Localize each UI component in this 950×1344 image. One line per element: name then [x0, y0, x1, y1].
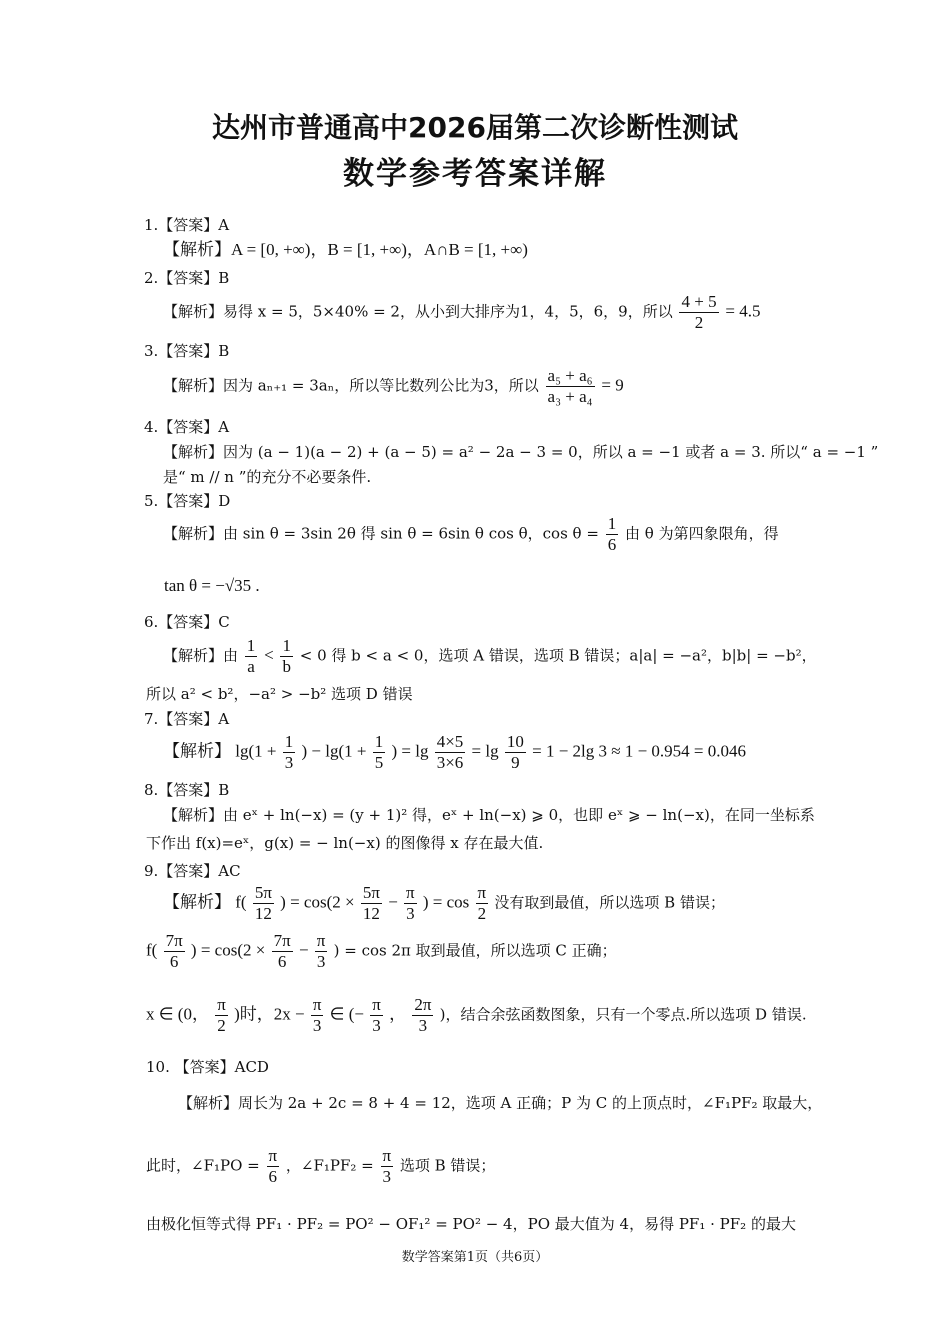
q2-answer: 2.【答案】B: [144, 269, 230, 287]
q6-f1-num: 1: [246, 636, 256, 655]
q10-answer: 10. 【答案】ACD: [146, 1058, 269, 1076]
q7-f1-den: 3: [284, 753, 294, 772]
q5-answer: 5.【答案】D: [144, 492, 231, 510]
q2-result: = 4.5: [725, 301, 761, 321]
q6-explanation-line2: 所以 a² < b²，−a² > −b² 选项 D 错误: [146, 685, 413, 703]
q9c-f3-den: 3: [372, 1016, 381, 1035]
q6-fraction-2: [280, 636, 293, 677]
q4-explanation-line1: 【解析】因为 (a − 1)(a − 2) + (a − 5) = a² − 2a − 3 = 0，所以 a = −1 或者 a = 3. 所以“ a = −1 ”: [163, 443, 879, 461]
q10-fraction-1: [267, 1146, 280, 1187]
q9-explanation-line2: [146, 931, 617, 972]
q9c-mid-2: ∈ (−: [329, 1004, 364, 1024]
q7-answer: 7.【答案】A: [144, 710, 230, 728]
q9-fraction-1: [253, 883, 274, 924]
q6-answer: 6.【答案】C: [144, 613, 230, 631]
q7-result: = 1 − 2lg 3 ≈ 1 − 0.954 = 0.046: [532, 741, 747, 761]
q4-answer: 4.【答案】A: [144, 418, 230, 436]
q9b-mid-1: ) = cos(2 ×: [190, 940, 266, 960]
q6-lt: <: [264, 645, 274, 665]
q9c-mid-1: )时，2x −: [234, 1004, 305, 1024]
q9c-f1-num: π: [217, 995, 226, 1014]
q9-mid-1: ) = cos(2 ×: [280, 892, 355, 912]
q9-explanation-line3: [146, 995, 807, 1036]
q9b-fraction-3: [315, 931, 328, 972]
q9-mid-3: ) = cos: [422, 892, 470, 912]
q1-explanation: 【解析】A = [0, +∞)，B = [1, +∞)，A∩B = [1, +∞): [163, 240, 528, 259]
q7-fraction-1: [283, 732, 296, 773]
q10-f1-num: π: [268, 1146, 278, 1165]
q7-explanation: [163, 732, 746, 773]
q6-fraction-1: [245, 636, 258, 677]
q4-explanation-line2: 是“ m // n ”的充分不必要条件.: [163, 468, 372, 486]
q2-exp-text: 【解析】易得 x = 5，5×40% = 2，从小到大排序为1，4，5，6，9，所以: [163, 302, 673, 321]
q7-exp-pre: 【解析】 lg(1 +: [163, 741, 277, 761]
q7-f3-num: 4×5: [436, 732, 464, 751]
q2-frac-num: 4 + 5: [681, 292, 717, 311]
q9-exp-pre: 【解析】 f(: [163, 892, 247, 912]
q2-frac-den: 2: [694, 313, 704, 332]
q10-explanation-line1: 【解析】周长为 2a + 2c = 8 + 4 = 12，选项 A 正确；P 为 C 的上顶点时，∠F₁PF₂ 取最大，: [178, 1094, 823, 1112]
q5-fraction: [606, 514, 619, 555]
q9-f3-num: π: [406, 883, 415, 902]
q3-frac-den: a₃ + a₄: [547, 387, 593, 406]
q10-exp-pre: 此时，∠F₁PO =: [146, 1156, 260, 1175]
q9-mid-2: −: [388, 892, 398, 912]
q5-explanation-line2: tan θ = −√35 .: [164, 576, 260, 595]
q6-f1-den: a: [247, 657, 255, 676]
q6-exp-pre: 【解析】由: [163, 646, 239, 665]
q3-exp-text: 【解析】因为 aₙ₊₁ = 3aₙ，所以等比数列公比为3，所以: [163, 376, 539, 395]
q3-explanation: [163, 366, 624, 407]
q9b-f1-den: 6: [169, 952, 179, 971]
q7-fraction-2: [373, 732, 386, 773]
q9-f2-num: 5π: [362, 883, 380, 902]
q3-frac-num: a₅ + a₆: [547, 366, 593, 385]
q7-f4-den: 9: [511, 753, 520, 772]
q3-result: = 9: [601, 375, 624, 395]
q10-f2-den: 3: [382, 1167, 392, 1186]
q9c-f1-den: 2: [217, 1016, 226, 1035]
q9c-fraction-3: [370, 995, 383, 1036]
q9c-fraction-1: [215, 995, 228, 1036]
q9-fraction-4: [476, 883, 489, 924]
q9b-f3-num: π: [316, 931, 326, 950]
q9b-f2-den: 6: [277, 952, 287, 971]
q6-exp-post: < 0 得 b < a < 0，选项 A 错误，选项 B 错误；a|a| = −a²，b|b| = −b²，: [299, 646, 817, 665]
q5-explanation-line1: [163, 514, 779, 555]
q9b-f2-num: 7π: [273, 931, 291, 950]
document-subtitle: 数学参考答案详解: [343, 156, 607, 192]
q9-post: 没有取到最值，所以选项 B 错误；: [494, 893, 725, 912]
q10-exp-post: 选项 B 错误；: [399, 1156, 496, 1175]
q9b-fraction-1: [164, 931, 185, 972]
q7-f1-num: 1: [284, 732, 294, 751]
q9b-mid-2: −: [298, 940, 309, 960]
q9-fraction-3: [404, 883, 417, 924]
page-footer: 数学答案第1页（共6页）: [401, 1250, 549, 1265]
q9c-mid-3: ，: [389, 1004, 407, 1024]
q10-f1-den: 6: [268, 1167, 278, 1186]
q9-f1-num: 5π: [254, 883, 272, 902]
q9c-f2-num: π: [312, 995, 322, 1014]
document-title: 达州市普通高中2026届第二次诊断性测试: [212, 111, 738, 144]
q9c-pre: x ∈ (0，: [146, 1004, 209, 1024]
q8-explanation-line1: 【解析】由 eˣ + ln(−x) = (y + 1)² 得，eˣ + ln(−x) ⩾ 0，也即 eˣ ⩾ − ln(−x)，在同一坐标系: [163, 806, 815, 824]
q7-f2-den: 5: [374, 753, 384, 772]
q7-mid-2: ) = lg: [391, 741, 429, 761]
q1-answer: 1.【答案】A: [144, 216, 230, 234]
q9b-fraction-2: [272, 931, 293, 972]
q10-exp-mid: ，∠F₁PF₂ =: [285, 1156, 374, 1175]
q9-answer: 9.【答案】AC: [144, 862, 241, 880]
q9-f2-den: 12: [362, 904, 380, 923]
q5-exp-text: 【解析】由 sin θ = 3sin 2θ 得 sin θ = 6sin θ cos θ，cos θ =: [163, 524, 599, 543]
q9c-f2-den: 3: [312, 1016, 322, 1035]
q7-mid-1: ) − lg(1 +: [301, 741, 367, 761]
q5-exp-text-2: 由 θ 为第四象限角，得: [625, 524, 779, 543]
q9-explanation-line1: [163, 883, 725, 924]
q10-fraction-2: [381, 1146, 394, 1187]
q3-answer: 3.【答案】B: [144, 342, 230, 360]
q7-f2-num: 1: [374, 732, 384, 751]
q7-f4-num: 10: [506, 732, 524, 751]
q9c-fraction-2: [311, 995, 324, 1036]
q7-fraction-4: [505, 732, 526, 773]
q9c-f4-num: 2π: [414, 995, 432, 1014]
q5-frac-den: 6: [607, 535, 617, 554]
q9b-post: ) = cos 2π 取到最值，所以选项 C 正确；: [333, 941, 617, 960]
q10-f2-num: π: [382, 1146, 392, 1165]
q5-frac-num: 1: [607, 514, 617, 533]
q9-f3-den: 3: [406, 904, 415, 923]
q9-f4-den: 2: [477, 904, 487, 923]
q2-explanation: [163, 292, 760, 333]
q9b-pre: f(: [146, 940, 158, 960]
q7-f3-den: 3×6: [436, 753, 464, 772]
q9c-f3-num: π: [372, 995, 381, 1014]
q9c-f4-den: 3: [418, 1016, 428, 1035]
q7-mid-3: = lg: [471, 741, 499, 761]
q7-fraction-3: [435, 732, 466, 773]
q2-fraction: [679, 292, 718, 333]
q9-fraction-2: [361, 883, 382, 924]
q9c-fraction-4: [412, 995, 433, 1036]
q8-explanation-line2: 下作出 f(x)=eˣ，g(x) = − ln(−x) 的图像得 x 存在最大值.: [146, 834, 544, 852]
q9-f4-num: π: [477, 883, 487, 902]
q10-explanation-line2: [146, 1146, 495, 1187]
q9b-f3-den: 3: [316, 952, 326, 971]
q6-explanation-line1: [163, 636, 817, 677]
q3-fraction: [546, 366, 595, 407]
q9-f1-den: 12: [254, 904, 272, 923]
q10-explanation-line3: 由极化恒等式得 PF₁ · PF₂ = PO² − OF₁² = PO² − 4，PO 最大值为 4，易得 PF₁ · PF₂ 的最大: [146, 1215, 796, 1233]
q6-f2-den: b: [282, 657, 291, 676]
q9c-post: )，结合余弦函数图象，只有一个零点.所以选项 D 错误.: [439, 1005, 807, 1024]
q9b-f1-num: 7π: [165, 931, 183, 950]
q8-answer: 8.【答案】B: [144, 781, 230, 799]
q6-f2-num: 1: [282, 636, 291, 655]
